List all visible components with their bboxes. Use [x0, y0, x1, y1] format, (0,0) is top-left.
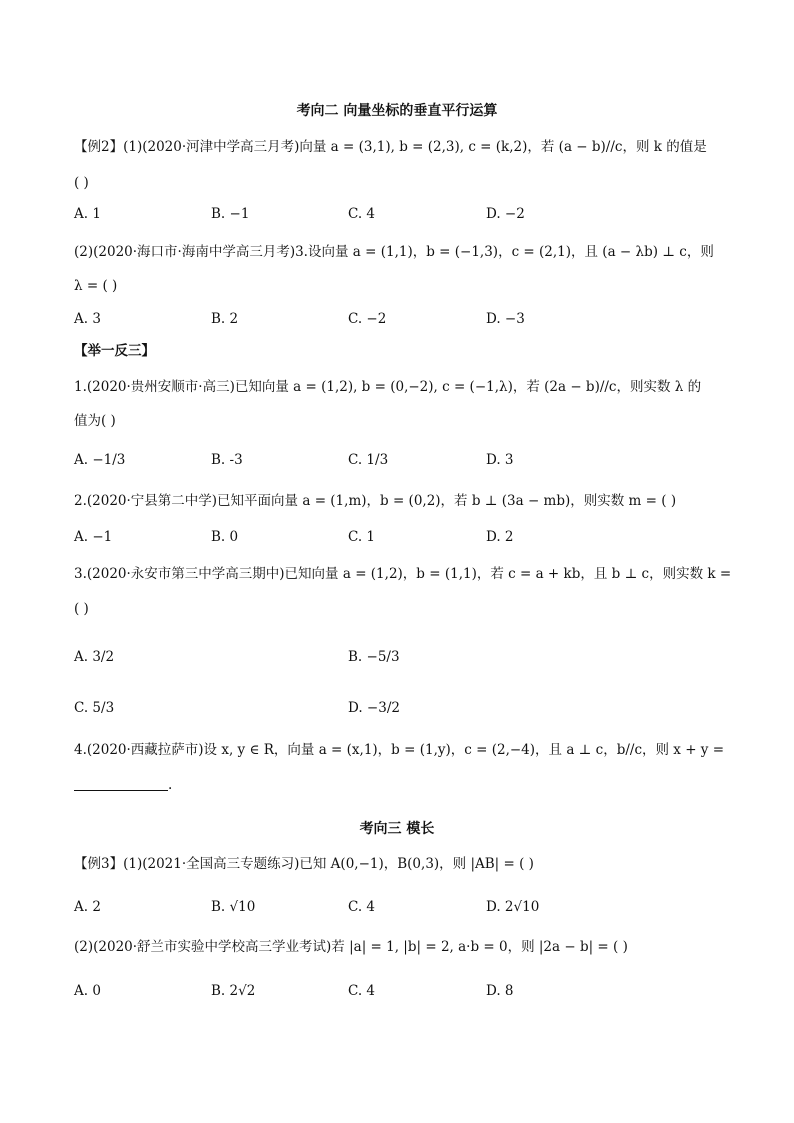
- example-3-part-2: (2)(2020·舒兰市实验中学校高三学业考试)若 |a| = 1, |b| = 2, a·b = 0，则 |2a − b| = ( ): [74, 939, 628, 955]
- option-d: D. −2: [486, 206, 525, 222]
- option-c: C. 4: [348, 206, 376, 222]
- option-d: D. 2: [486, 529, 514, 545]
- option-b: B. −1: [211, 206, 250, 222]
- option-c: C. 1: [348, 529, 376, 545]
- option-c: C. 4: [348, 899, 376, 915]
- option-b: B. 0: [211, 529, 239, 545]
- option-a: A. −1: [74, 529, 113, 545]
- example-2-part-2: (2)(2020·海口市·海南中学高三月考)3.设向量 a = (1,1)，b = (−1,3)，c = (2,1)，且 (a − λb) ⊥ c，则: [74, 244, 714, 260]
- option-a: A. −1/3: [74, 452, 126, 468]
- question-3: 3.(2020·永安市第三中学高三期中)已知向量 a = (1,2)，b = (1,1)，若 c = a + kb，且 b ⊥ c，则实数 k =: [74, 566, 732, 582]
- option-a: A. 0: [74, 983, 101, 999]
- question-1-line-2: 值为( ): [74, 413, 116, 429]
- option-a: A. 2: [74, 899, 101, 915]
- option-b: B. 2√2: [211, 983, 256, 999]
- example-2-part-1: 【例2】(1)(2020·河津中学高三月考)向量 a = (3,1), b = (2,3), c = (k,2)，若 (a − b)//c，则 k 的值是: [74, 139, 707, 155]
- section-title-2: 考向二 向量坐标的垂直平行运算: [296, 103, 498, 119]
- section-title-3: 考向三 模长: [359, 821, 435, 837]
- option-d: D. −3: [486, 311, 525, 327]
- option-a: A. 3/2: [74, 649, 115, 665]
- option-d: D. 8: [486, 983, 514, 999]
- question-2: 2.(2020·宁县第二中学)已知平面向量 a = (1,m)，b = (0,2)，若 b ⊥ (3a − mb)，则实数 m = ( ): [74, 493, 677, 509]
- option-b: B. -3: [211, 452, 243, 468]
- option-c: C. 1/3: [348, 452, 389, 468]
- option-b: B. 2: [211, 311, 239, 327]
- option-b: B. √10: [211, 899, 256, 915]
- option-c: C. 5/3: [74, 700, 115, 716]
- example-2-part-2-lambda: λ = ( ): [74, 278, 118, 294]
- answer-blank: [74, 774, 168, 791]
- option-c: C. −2: [348, 311, 387, 327]
- example-2-part-1-paren: ( ): [74, 175, 89, 191]
- question-3-paren: ( ): [74, 601, 89, 617]
- option-d: D. 2√10: [486, 899, 540, 915]
- option-d: D. 3: [486, 452, 514, 468]
- practice-title: 【举一反三】: [74, 343, 155, 359]
- example-3-part-1: 【例3】(1)(2021·全国高三专题练习)已知 A(0,−1)，B(0,3)，则 |AB| = ( ): [74, 856, 534, 872]
- option-a: A. 3: [74, 311, 101, 327]
- question-4: 4.(2020·西藏拉萨市)设 x, y ∈ R，向量 a = (x,1)，b = (1,y)，c = (2,−4)，且 a ⊥ c，b//c，则 x + y =: [74, 742, 725, 758]
- option-c: C. 4: [348, 983, 376, 999]
- option-a: A. 1: [74, 206, 101, 222]
- question-4-period: .: [168, 777, 173, 793]
- option-d: D. −3/2: [348, 700, 400, 716]
- option-b: B. −5/3: [348, 649, 400, 665]
- question-1: 1.(2020·贵州安顺市·高三)已知向量 a = (1,2), b = (0,−2), c = (−1,λ)，若 (2a − b)//c，则实数 λ 的: [74, 379, 702, 395]
